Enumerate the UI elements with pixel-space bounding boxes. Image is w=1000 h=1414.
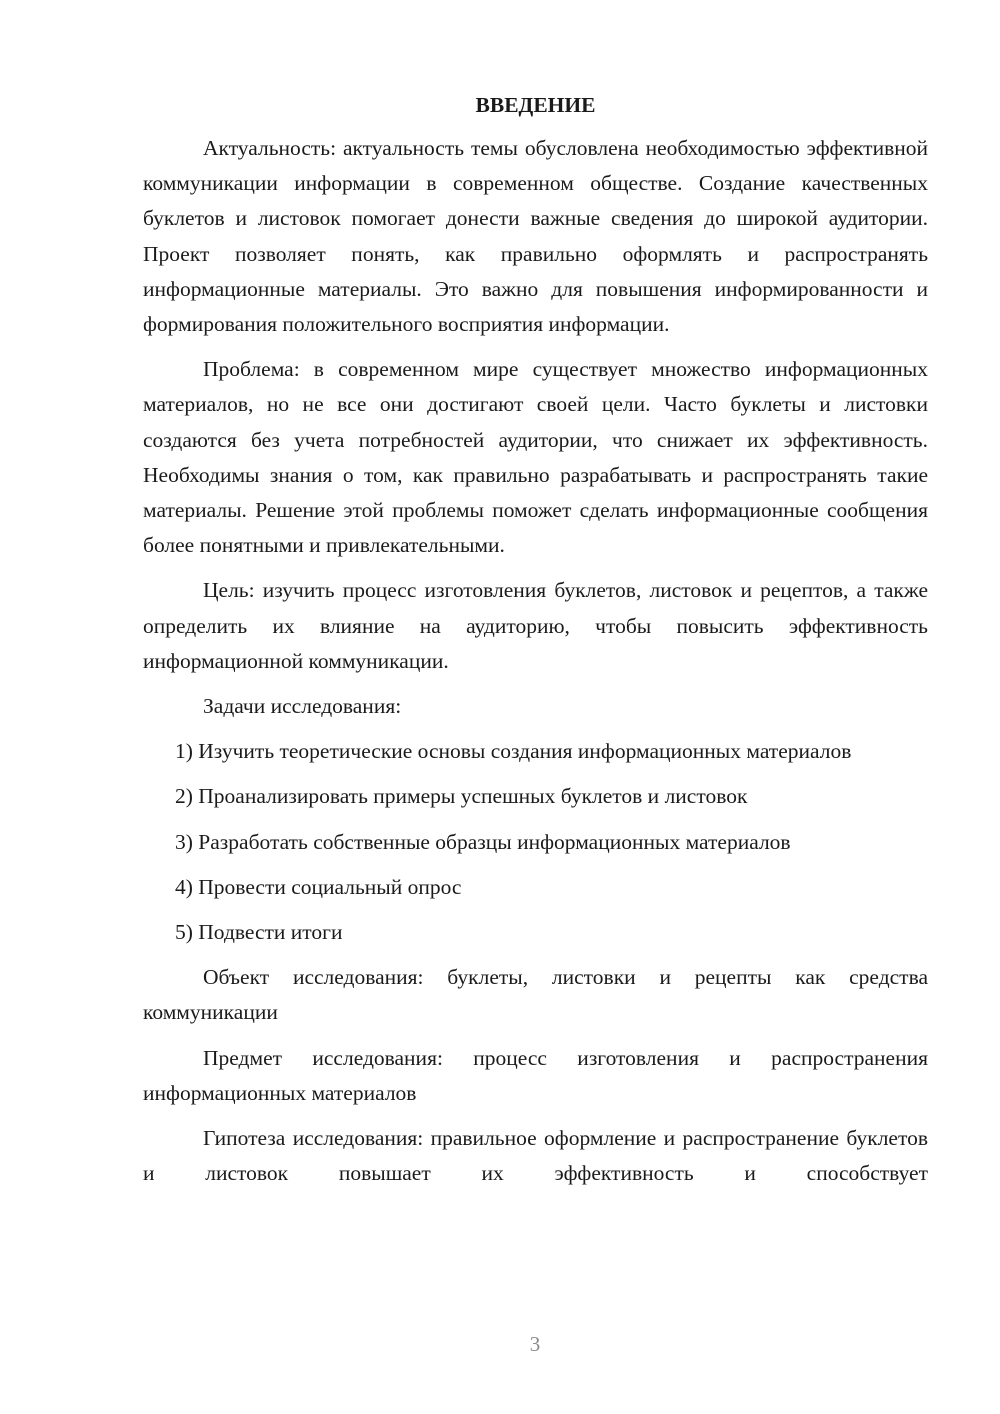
task-item: 1) Изучить теоретические основы создания информационных материалов xyxy=(175,739,852,764)
paragraph-object: Объект исследования: буклеты, листовки и рецепты как средства коммуникации xyxy=(143,965,928,1025)
page-number: 3 xyxy=(529,1332,541,1356)
tasks-heading: Задачи исследования: xyxy=(203,694,402,719)
task-item: 5) Подвести итоги xyxy=(175,920,343,945)
paragraph-problem: Проблема: в современном мире существует множество информационных материалов, но не все они достигают своей цели. Часто буклеты и листовки создаются без учета потребностей аудитории, что снижает их эффективность. Необходимы знания о том, как правильно разрабатывать и распространять такие материалы. Решение этой проблемы поможет сделать информационные сообщения более понятными и привлекательными. xyxy=(143,357,928,558)
paragraph-relevance: Актуальность: актуальность темы обусловлена необходимостью эффективной коммуникации информации в современном обществе. Создание качественных буклетов и листовок помогает донести важные сведения до широкой аудитории. Проект позволяет понять, как правильно оформлять и распространять информационные материалы. Это важно для повышения информированности и формирования положительного восприятия информации. xyxy=(143,136,928,337)
task-item: 3) Разработать собственные образцы информационных материалов xyxy=(175,829,791,854)
paragraph-hypothesis: Гипотеза исследования: правильное оформление и распространение буклетов и листовок повышает их эффективность и способствует xyxy=(143,1126,928,1186)
paragraph-subject: Предмет исследования: процесс изготовления и распространения информационных материалов xyxy=(143,1045,928,1105)
page-title: ВВЕДЕНИЕ xyxy=(475,93,596,117)
task-item: 4) Провести социальный опрос xyxy=(175,874,462,899)
paragraph-goal: Цель: изучить процесс изготовления буклетов, листовок и рецептов, а также определить их влияние на аудиторию, чтобы повысить эффективность информационной коммуникации. xyxy=(143,578,928,673)
task-item: 2) Проанализировать примеры успешных буклетов и листовок xyxy=(175,784,748,809)
document-page xyxy=(143,88,928,1201)
